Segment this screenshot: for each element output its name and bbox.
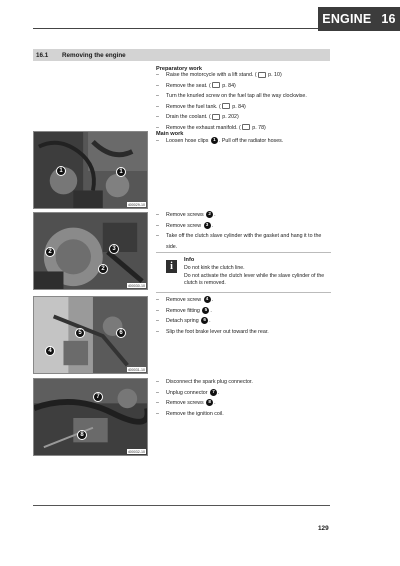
header-rule — [33, 28, 318, 29]
info-icon: i — [166, 260, 177, 273]
list-item: – Remove screws 2 . — [156, 211, 216, 218]
callout-4: 4 — [45, 346, 55, 356]
section-heading — [33, 49, 330, 61]
chapter-number: 16 — [381, 12, 396, 26]
engine-photo-4 — [33, 378, 148, 456]
callout-2: 2 — [98, 264, 108, 274]
callout-number: 6 — [201, 317, 208, 324]
section-title: Removing the engine — [62, 51, 126, 59]
book-page-icon — [222, 103, 230, 109]
callout-number: 3 — [204, 222, 211, 229]
info-box — [156, 252, 331, 293]
list-item: – Slip the foot brake lever out toward the rear. — [156, 328, 269, 335]
footer-rule — [33, 505, 330, 506]
engine-photo-2 — [33, 212, 148, 290]
main-work-heading: Main work — [156, 131, 184, 137]
callout-number: 4 — [204, 296, 211, 303]
list-item: – Detach spring 6 . — [156, 317, 211, 324]
list-item: – Remove screws 8 . — [156, 399, 216, 406]
list-item: – Loosen hose clips 1 . Pull off the radiator hoses. — [156, 137, 284, 144]
list-item: – Remove the exhaust manifold. ( p. 78) — [156, 124, 266, 131]
engine-photo-3 — [33, 296, 148, 374]
callout-number: 8 — [206, 399, 213, 406]
photo-code: 400031-10 — [127, 367, 145, 372]
page-number: 129 — [318, 525, 329, 532]
info-title: Info — [184, 257, 195, 263]
photo-code: 400032-10 — [127, 449, 145, 454]
list-item: – Disconnect the spark plug connector. — [156, 379, 253, 385]
clutch-steps — [156, 210, 331, 252]
chapter-title: ENGINE — [322, 12, 372, 26]
callout-number: 5 — [202, 307, 209, 314]
chapter-tab — [318, 7, 400, 31]
book-page-icon — [242, 124, 250, 130]
list-item: – Remove screw 3 . — [156, 221, 213, 229]
ignition-steps — [156, 377, 331, 419]
brake-steps — [156, 295, 331, 337]
list-item: – Raise the motorcycle with a lift stand. ( p. 10) — [156, 72, 282, 78]
book-page-icon — [212, 114, 220, 120]
engine-photo-3-image — [34, 297, 147, 373]
list-item: – Remove fitting 5 . — [156, 306, 212, 314]
list-item: – Take off the clutch slave cylinder with the gasket and hang it to the side. — [156, 233, 322, 250]
callout-number: 1 — [211, 137, 218, 144]
book-page-icon — [258, 72, 266, 78]
book-page-icon — [212, 82, 220, 88]
callout-2: 2 — [45, 247, 55, 257]
photo-code: 400029-10 — [127, 202, 145, 207]
list-item: – Remove the ignition coil. — [156, 410, 224, 417]
section-number: 16.1 — [36, 51, 49, 59]
main-work-steps — [156, 136, 331, 147]
callout-8: 8 — [77, 430, 87, 440]
engine-photo-4-image — [34, 379, 147, 455]
preparatory-steps — [156, 70, 331, 133]
engine-photo-1-image — [34, 132, 147, 208]
list-item: – Remove screw 4 . — [156, 296, 213, 303]
callout-1: 1 — [56, 166, 66, 176]
list-item: – Drain the coolant. ( p. 202) — [156, 114, 239, 120]
callout-3: 3 — [109, 244, 119, 254]
info-text: Do not kink the clutch line. Do not activate the clutch lever while the slave cylinder of the clutch is removed. — [184, 265, 325, 286]
photo-code: 400030-10 — [127, 283, 145, 288]
callout-5: 5 — [75, 328, 85, 338]
list-item: – Remove the seat. ( p. 84) — [156, 82, 236, 89]
callout-number: 2 — [206, 211, 213, 218]
list-item: – Unplug connector 7 . — [156, 388, 220, 396]
callout-1: 1 — [116, 167, 126, 177]
callout-6: 6 — [116, 328, 126, 338]
list-item: – Turn the knurled screw on the fuel tap all the way clockwise. — [156, 93, 307, 99]
list-item: – Remove the fuel tank. ( p. 84) — [156, 103, 246, 110]
callout-7: 7 — [93, 392, 103, 402]
preparatory-heading: Preparatory work — [156, 66, 203, 72]
engine-photo-1 — [33, 131, 148, 209]
callout-number: 7 — [210, 389, 217, 396]
